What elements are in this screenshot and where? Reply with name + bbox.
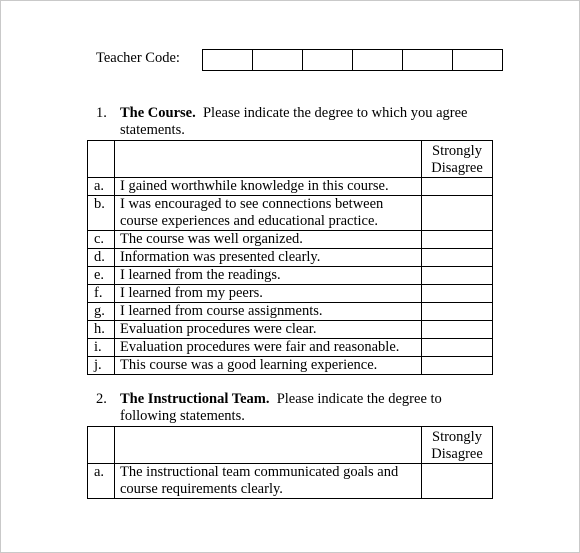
teacher-code-box[interactable] [303,50,353,70]
item-text: I learned from the readings. [115,267,422,285]
item-letter: c. [88,231,115,249]
teacher-code-box[interactable] [403,50,453,70]
item-letter: b. [88,196,115,231]
item-text: Information was presented clearly. [115,249,422,267]
table-row [88,464,493,499]
item-text: I was encouraged to see connections between course experiences and educational practice. [115,196,422,231]
section2-prompt-line1: Please indicate the degree to [276,391,442,407]
teacher-code-box[interactable] [453,50,502,70]
section1-prompt-line2: statements. [120,122,185,138]
table-row [88,339,493,357]
table-row [88,267,493,285]
table-row [88,357,493,375]
response-cell[interactable] [422,249,493,267]
item-text: I learned from my peers. [115,285,422,303]
table-row [88,178,493,196]
section2-prompt [120,391,520,425]
section1-prompt-line1: Please indicate the degree to which you agree [202,105,468,121]
teacher-code-label: Teacher Code: [96,50,180,66]
item-text: The course was well organized. [115,231,422,249]
item-text: This course was a good learning experience. [115,357,422,375]
teacher-code-box[interactable] [203,50,253,70]
section1-title: The Course. [120,105,196,121]
teacher-code-box[interactable] [353,50,403,70]
response-cell[interactable] [422,339,493,357]
header-cell-empty [115,427,422,464]
item-text: The instructional team communicated goals and course requirements clearly. [115,464,422,499]
response-cell[interactable] [422,285,493,303]
response-cell[interactable] [422,267,493,285]
response-cell[interactable] [422,357,493,375]
item-text: I learned from course assignments. [115,303,422,321]
item-letter: i. [88,339,115,357]
teacher-code-boxes[interactable] [202,49,503,71]
item-text: Evaluation procedures were fair and reasonable. [115,339,422,357]
teacher-code-box[interactable] [253,50,303,70]
table-header-row [88,427,493,464]
table-row [88,249,493,267]
section1-table [87,140,493,375]
section2-number: 2. [96,391,107,407]
response-cell[interactable] [422,464,493,499]
section1-number: 1. [96,105,107,121]
column-header-strongly-disagree: Strongly Disagree [422,427,493,464]
item-letter: a. [88,464,115,499]
item-text: I gained worthwhile knowledge in this course. [115,178,422,196]
item-letter: d. [88,249,115,267]
response-cell[interactable] [422,196,493,231]
response-cell[interactable] [422,231,493,249]
section2-title: The Instructional Team. [120,391,270,407]
section2-prompt-line2: following statements. [120,408,245,424]
item-letter: j. [88,357,115,375]
column-header-strongly-disagree: Strongly Disagree [422,141,493,178]
section2-table [87,426,493,499]
table-row [88,321,493,339]
header-cell-empty [88,427,115,464]
item-letter: h. [88,321,115,339]
table-row [88,196,493,231]
response-cell[interactable] [422,178,493,196]
response-cell[interactable] [422,303,493,321]
item-letter: f. [88,285,115,303]
response-cell[interactable] [422,321,493,339]
table-row [88,303,493,321]
header-cell-empty [115,141,422,178]
item-letter: a. [88,178,115,196]
item-text: Evaluation procedures were clear. [115,321,422,339]
table-row [88,285,493,303]
table-row [88,231,493,249]
header-cell-empty [88,141,115,178]
item-letter: e. [88,267,115,285]
section1-prompt [120,105,520,139]
table-header-row [88,141,493,178]
item-letter: g. [88,303,115,321]
